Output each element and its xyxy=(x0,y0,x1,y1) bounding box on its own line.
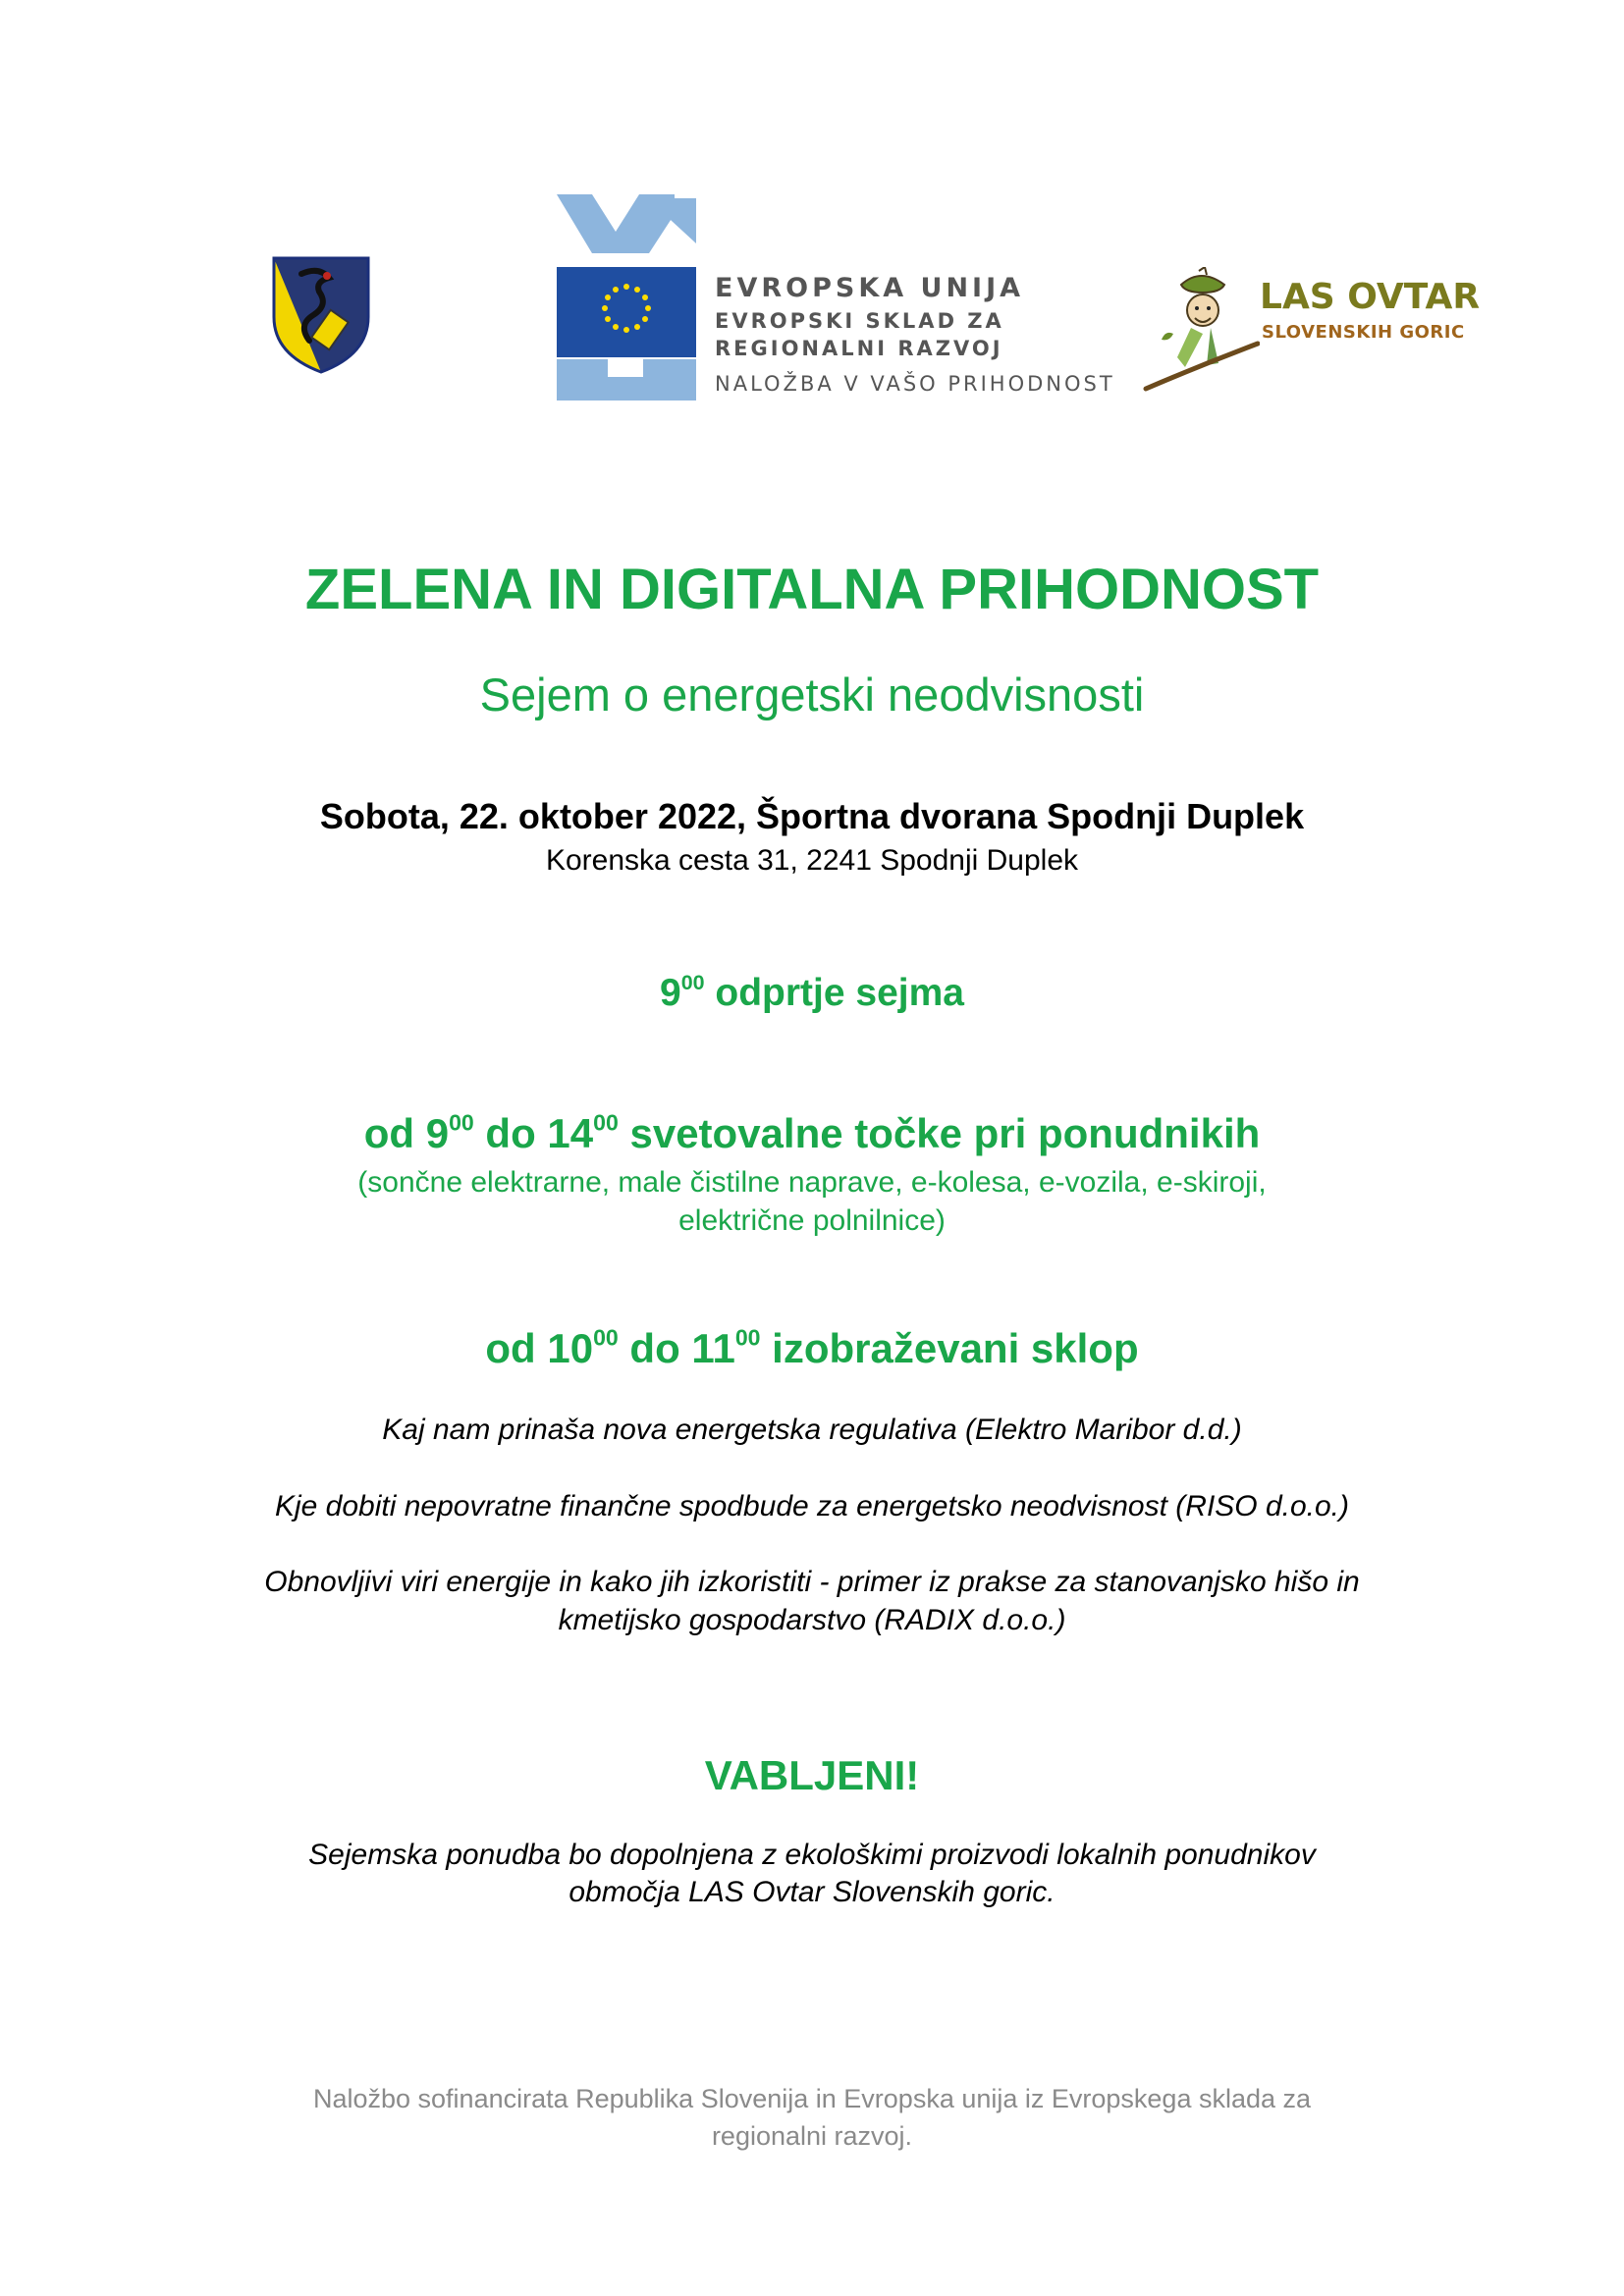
consult-label: svetovalne točke pri ponudnikih xyxy=(629,1110,1261,1156)
eu-logo-line-3: REGIONALNI RAZVOJ xyxy=(715,337,1003,360)
las-logo-subtitle: SLOVENSKIH GORIC xyxy=(1262,322,1465,343)
event-date-venue: Sobota, 22. oktober 2022, Športna dvorana Spodnji Duplek xyxy=(319,796,1305,836)
consulting-note-line-1: (sončne elektrarne, male čistilne naprave, e-kolesa, e-vozila, e-skiroji, xyxy=(357,1166,1267,1199)
edu-end-hour: 11 xyxy=(691,1325,735,1371)
opening-minutes: 00 xyxy=(680,970,705,994)
eu-logo-line-2: EVROPSKI SKLAD ZA xyxy=(715,309,1004,333)
welcome-heading: VABLJENI! xyxy=(704,1752,920,1798)
consulting-note-line-2: električne polnilnice) xyxy=(678,1204,946,1237)
edu-start-min: 00 xyxy=(593,1324,619,1351)
opening-hour: 9 xyxy=(660,972,681,1014)
eu-flag-icon xyxy=(553,194,700,400)
edu-from: od xyxy=(485,1325,536,1371)
page-subtitle: Sejem o energetski neodvisnosti xyxy=(479,668,1145,721)
funding-footer-line-2: regionalni razvoj. xyxy=(711,2121,913,2151)
education-schedule xyxy=(0,1325,1624,1372)
consult-end-hour: 14 xyxy=(547,1110,594,1156)
consult-start-hour: 9 xyxy=(425,1110,450,1156)
municipality-coat-of-arms-logo xyxy=(272,256,370,374)
eu-fund-logo xyxy=(553,194,1122,400)
talk-item-2: Kje dobiti nepovratne finančne spodbude za energetsko neodvisnost (RISO d.o.o.) xyxy=(274,1490,1350,1522)
offer-line-2: območja LAS Ovtar Slovenskih goric. xyxy=(568,1876,1056,1908)
las-logo-title: LAS OVTAR xyxy=(1260,277,1481,317)
consulting-schedule xyxy=(0,1110,1624,1157)
edu-label: izobraževani sklop xyxy=(772,1325,1139,1371)
edu-to: do xyxy=(629,1325,680,1371)
talk-item-3-line-2: kmetijsko gospodarstvo (RADIX d.o.o.) xyxy=(558,1604,1066,1636)
edu-end-min: 00 xyxy=(734,1324,761,1351)
page-title: ZELENA IN DIGITALNA PRIHODNOST xyxy=(304,558,1320,621)
consult-from: od xyxy=(363,1110,415,1156)
eu-logo-line-1: EVROPSKA UNIJA xyxy=(715,273,1025,303)
las-ovtar-logo xyxy=(1142,267,1515,397)
offer-line-1: Sejemska ponudba bo dopolnjena z ekološkimi proizvodi lokalnih ponudnikov xyxy=(308,1839,1316,1871)
consult-to: do xyxy=(485,1110,536,1156)
funding-footer-line-1: Naložbo sofinancirata Republika Slovenija in Evropska unija iz Evropskega sklada za xyxy=(312,2084,1312,2113)
eu-logo-line-4: NALOŽBA V VAŠO PRIHODNOST xyxy=(715,372,1115,396)
ovtar-character-icon xyxy=(1142,267,1260,397)
consult-end-min: 00 xyxy=(593,1109,619,1136)
opening-time xyxy=(0,972,1624,1015)
event-address: Korenska cesta 31, 2241 Spodnji Duplek xyxy=(545,844,1079,877)
talk-item-3-line-1: Obnovljivi viri energije in kako jih izkoristiti - primer iz prakse za stanovanjsko hišo in xyxy=(264,1566,1360,1598)
talk-item-1: Kaj nam prinaša nova energetska regulativa (Elektro Maribor d.d.) xyxy=(382,1414,1242,1446)
consult-start-min: 00 xyxy=(449,1109,474,1136)
opening-label: odprtje sejma xyxy=(715,972,964,1014)
coat-of-arms-icon xyxy=(272,256,370,374)
edu-start-hour: 10 xyxy=(547,1325,594,1371)
